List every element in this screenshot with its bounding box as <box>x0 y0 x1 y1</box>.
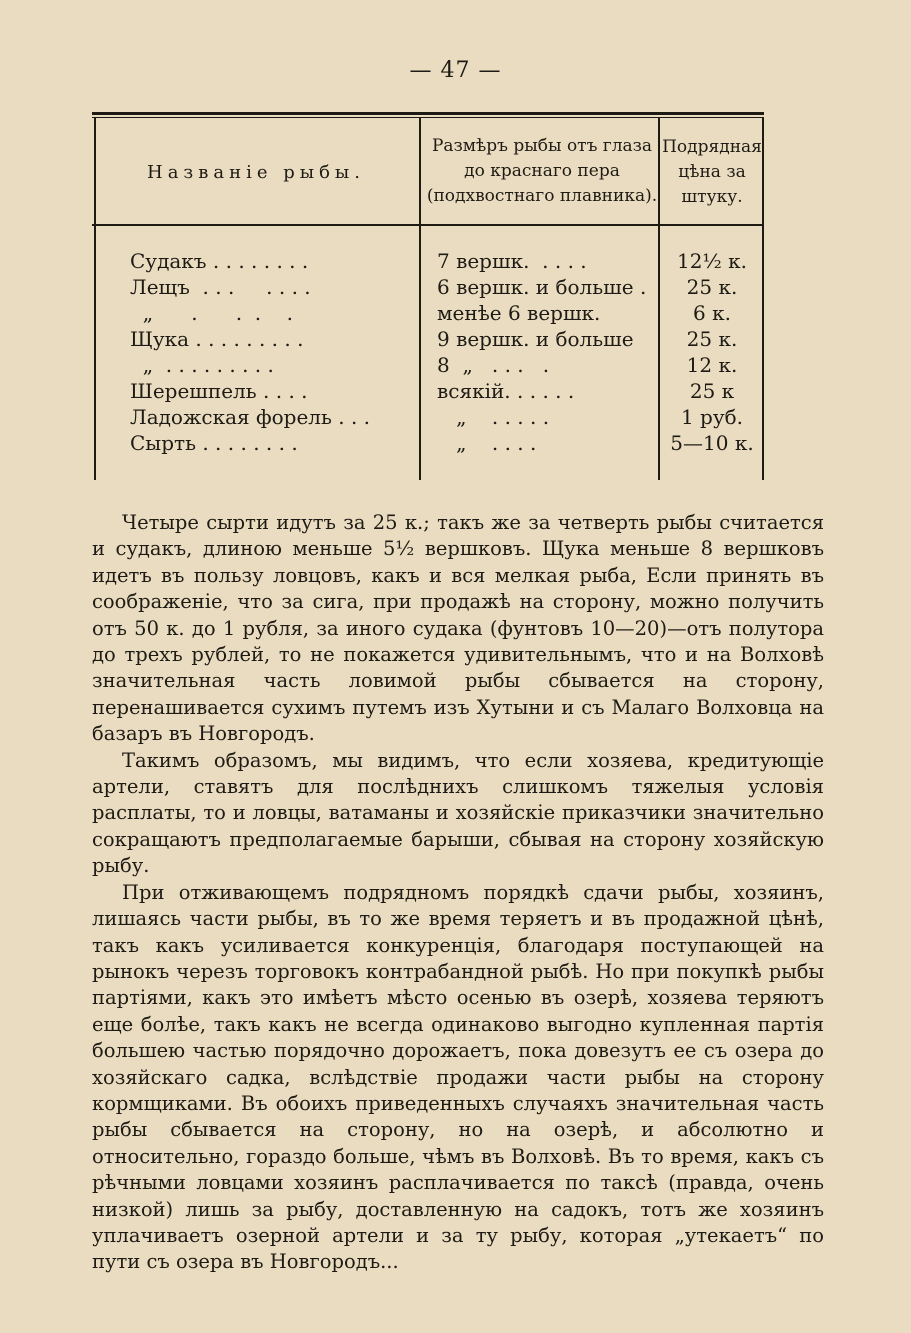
header-price: Подрядная цѣна за штуку. <box>662 136 762 207</box>
fish-name: Шерешпель . . . . <box>130 379 308 403</box>
table-row <box>92 300 764 326</box>
fish-price: 25 к. <box>686 327 738 351</box>
paragraph: Такимъ образомъ, мы видимъ, что если хозяева, кредитующіе артели, ставятъ для послѣднихъ слишкомъ тяжелыя условія расплаты, то и ловцы, ватаманы и хозяйскіе приказчики значительно сокращаютъ предполагаемые барыши, сбывая на сторону хозяйскую рыбу. <box>92 748 824 878</box>
header-fish-name: Названіе рыбы. <box>147 161 365 183</box>
table-row <box>92 430 764 456</box>
fish-price: 25 к. <box>686 275 738 299</box>
fish-price: 1 руб. <box>680 405 744 429</box>
fish-size: всякій. . . . . . <box>437 379 575 403</box>
table-top-rule <box>92 112 764 115</box>
fish-size: 9 вершк. и больше <box>437 327 634 351</box>
body-text <box>92 510 824 1276</box>
table-row <box>92 352 764 378</box>
header-fish-size: Размѣръ рыбы отъ глаза до краснаго пера (подхвостнаго плавника). <box>426 135 658 206</box>
fish-size: менѣе 6 вершк. <box>437 301 601 325</box>
fish-name: Сырть . . . . . . . . <box>130 431 298 455</box>
fish-price: 12½ к. <box>676 249 748 273</box>
fish-size: 6 вершк. и больше . <box>437 275 647 299</box>
table-body <box>92 248 764 456</box>
table-row <box>92 404 764 430</box>
fish-name: Ладожская форель . . . <box>130 405 371 429</box>
fish-size: 8 „ . . . . <box>437 353 550 377</box>
page-number: — 47 — <box>409 58 502 83</box>
table-row <box>92 274 764 300</box>
table-header-rule <box>92 224 764 226</box>
fish-name: Щука . . . . . . . . . <box>130 327 304 351</box>
fish-price: 12 к. <box>686 353 738 377</box>
paragraph: Четыре сырти идутъ за 25 к.; такъ же за четверть рыбы считается и судакъ, длиною меньше 5½ вершковъ. Щука меньше 8 вершковъ идетъ въ пользу ловцовъ, какъ и вся мелкая рыба, Если принять въ соображеніе, что за сига, при продажѣ на сторону, можно получить отъ 50 к. до 1 рубля, за иного судака (фунтовъ 10—20)—отъ полутора до трехъ рублей, то не покажется удивительнымъ, что и на Волховѣ значительная часть ловимой рыбы сбывается на сторону, перенашивается сухимъ путемъ изъ Хутыни и съ Малаго Волховца на базаръ въ Новгородъ. <box>92 511 824 746</box>
fish-size: „ . . . . <box>437 431 537 455</box>
paragraph: При отживающемъ подрядномъ порядкѣ сдачи рыбы, хозяинъ, лишаясь части рыбы, въ то же время теряетъ и въ продажной цѣнѣ, такъ какъ усиливается конкуренція, благодаря поступающей на рынокъ черезъ торговокъ контрабандной рыбѣ. Но при покупкѣ рыбы партіями, какъ это имѣетъ мѣсто осенью въ озерѣ, хозяева теряютъ еще болѣе, такъ какъ не всегда одинаково выгодно купленная партія большею частью порядочно дорожаетъ, пока довезутъ ее съ озера до хозяйскаго садка, вслѣдствіе продажи части рыбы на сторону кормщиками. Въ обоихъ приведенныхъ случаяхъ значительная часть рыбы сбывается на сторону, но на озерѣ, и абсолютно и относительно, гораздо больше, чѣмъ въ Волховѣ. Въ то время, какъ съ рѣчными ловцами хозяинъ расплачивается по таксѣ (правда, очень низкой) лишь за рыбу, доставленную на садокъ, тотъ же хозяинъ уплачиваетъ озерной артели и за ту рыбу, которая „утекаетъ“ по пути съ озера въ Новгородъ... <box>92 880 824 1274</box>
fish-price: 6 к. <box>693 301 731 325</box>
table-row <box>92 378 764 404</box>
fish-price: 25 к <box>689 379 735 403</box>
fish-size: 7 вершк. . . . . <box>437 249 587 273</box>
table-row <box>92 326 764 352</box>
fish-name: Лещъ . . . . . . . <box>130 275 311 299</box>
fish-name: „ . . . . . . . . . <box>130 353 274 377</box>
fish-price: 5—10 к. <box>670 431 754 455</box>
price-table <box>92 112 764 480</box>
fish-name: Судакъ . . . . . . . . <box>130 249 309 273</box>
fish-name: „ . . . . <box>130 301 293 325</box>
fish-size: „ . . . . . <box>437 405 550 429</box>
table-row <box>92 248 764 274</box>
